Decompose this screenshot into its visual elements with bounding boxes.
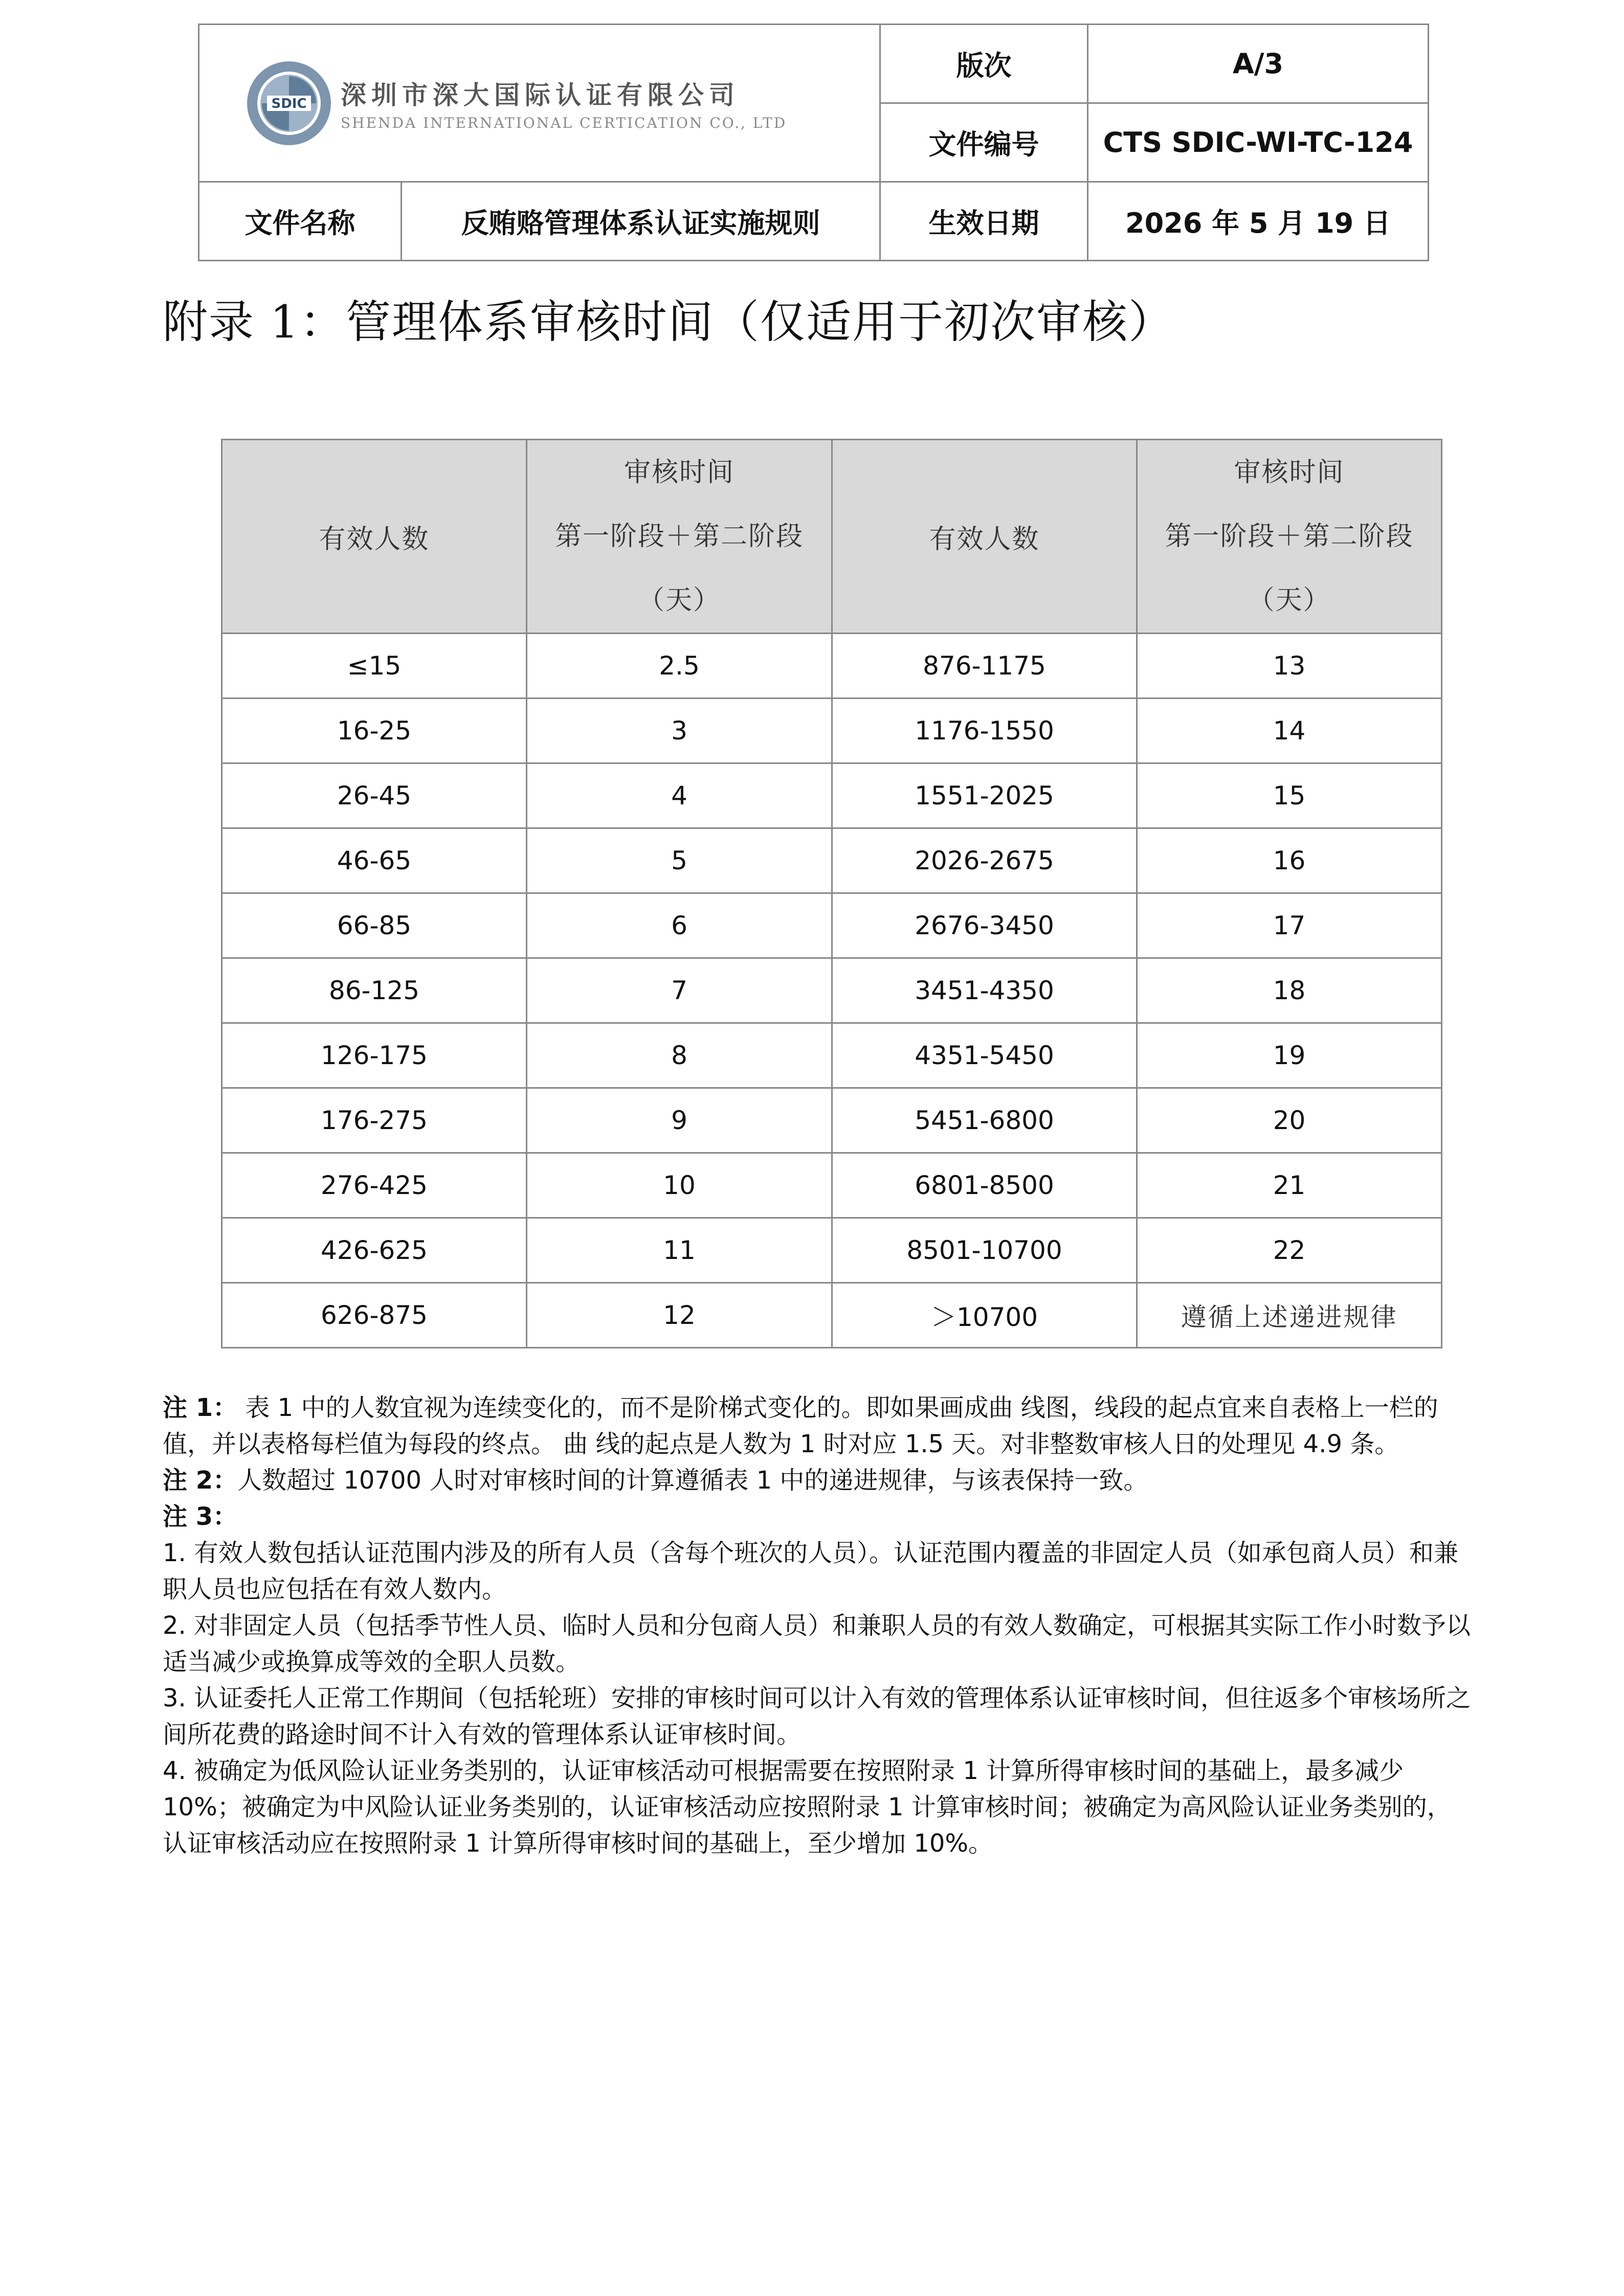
version-value: A/3: [1088, 25, 1429, 103]
note-3-item: 4. 被确定为低风险认证业务类别的，认证审核活动可根据需要在按照附录 1 计算所得审核时间的基础上，最多减少 10%；被确定为中风险认证业务类别的，认证审核活动应按照附录 1 计算审核时间；被确定为高风险认证业务类别的，认证审核活动应在按照附录 1 计算所得审核时间的基础上，至少增加 10%。: [163, 1757, 1452, 1858]
table-row: 276-425 10 6801-8500 21: [222, 1153, 1442, 1218]
note-3-label: 注 3：: [163, 1502, 238, 1531]
audit-time-table: [221, 439, 1442, 1348]
note-1: 注 1： 表 1 中的人数宜视为连续变化的，而不是阶梯式变化的。即如果画成曲 线图，线段的起点宜来自表格上一栏的值，并以表格每栏值为每段的终点。 曲 线的起点是人数为 1 时对应 1.5 天。对非整数审核人日的处理见 4.9 条。: [163, 1393, 1438, 1458]
table-row: 66-85 6 2676-3450 17: [222, 893, 1442, 958]
table-row: 176-275 9 5451-6800 20: [222, 1088, 1442, 1153]
doc-number-label: 文件编号: [880, 103, 1088, 182]
company-name-cn: 深圳市深大国际认证有限公司: [341, 80, 740, 110]
company-name: [341, 75, 787, 131]
header-effective-people-1: 有效人数: [222, 440, 527, 634]
doc-number-value: CTS SDIC-WI-TC-124: [1088, 103, 1429, 182]
table-row: 426-625 11 8501-10700 22: [222, 1218, 1442, 1283]
header-audit-time-2: 审核时间 第一阶段＋第二阶段 （天）: [1137, 440, 1442, 634]
doc-name-label: 文件名称: [199, 182, 402, 261]
version-label: 版次: [880, 25, 1088, 103]
header-effective-people-2: 有效人数: [832, 440, 1137, 634]
table-row: 46-65 5 2026-2675 16: [222, 828, 1442, 893]
table-row: 86-125 7 3451-4350 18: [222, 958, 1442, 1023]
doc-name-value: 反贿赂管理体系认证实施规则: [402, 182, 880, 261]
note-3-item: 1. 有效人数包括认证范围内涉及的所有人员（含每个班次的人员）。认证范围内覆盖的非固定人员（如承包商人员）和兼职人员也应包括在有效人数内。: [163, 1539, 1459, 1604]
company-name-en: SHENDA INTERNATIONAL CERTICATION CO., LTD: [341, 115, 787, 131]
page-title: 附录 1：管理体系审核时间（仅适用于初次审核）: [163, 296, 1174, 348]
company-logo: [199, 60, 879, 147]
table-row: 626-875 12 ＞10700 遵循上述递进规律: [222, 1283, 1442, 1348]
company-logo-cell: [199, 25, 880, 182]
notes-section: [163, 1390, 1472, 1862]
note-3-item: 2. 对非固定人员（包括季节性人员、临时人员和分包商人员）和兼职人员的有效人数确定，可根据其实际工作小时数予以适当减少或换算成等效的全职人员数。: [163, 1611, 1471, 1676]
note-2: 注 2：人数超过 10700 人时对审核时间的计算遵循表 1 中的递进规律，与该表保持一致。: [163, 1466, 1148, 1495]
effective-date-value: 2026 年 5 月 19 日: [1088, 182, 1429, 261]
effective-date-label: 生效日期: [880, 182, 1088, 261]
document-header: [198, 24, 1429, 261]
svg-text:SDIC: SDIC: [271, 96, 307, 111]
table-row: 16-25 3 1176-1550 14: [222, 699, 1442, 763]
company-seal-icon: [246, 60, 332, 147]
table-row: 26-45 4 1551-2025 15: [222, 763, 1442, 828]
table-row: ≤15 2.5 876-1175 13: [222, 634, 1442, 699]
header-audit-time-1: 审核时间 第一阶段＋第二阶段 （天）: [527, 440, 832, 634]
note-3-item: 3. 认证委托人正常工作期间（包括轮班）安排的审核时间可以计入有效的管理体系认证审核时间，但往返多个审核场所之间所花费的路途时间不计入有效的管理体系认证审核时间。: [163, 1684, 1471, 1749]
table-row: 126-175 8 4351-5450 19: [222, 1023, 1442, 1088]
